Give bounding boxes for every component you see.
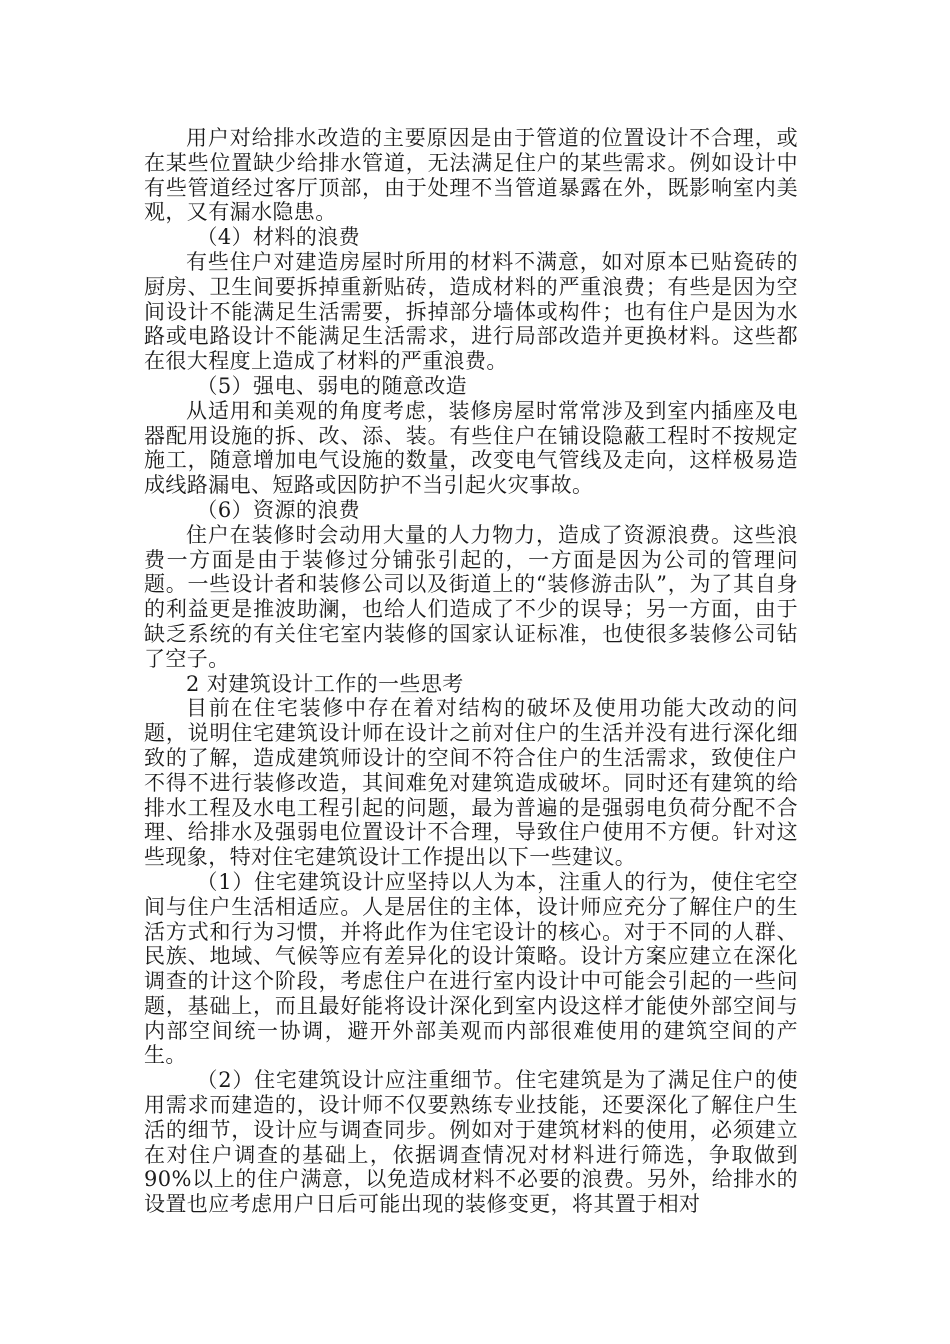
- paragraph-suggestion-2: （2）住宅建筑设计应注重细节。住宅建筑是为了满足住户的使用需求而建造的，设计师不仅要熟练专业技能，还要深化了解住户生活的细节，设计应与调查同步。例如对于建筑材料的使用，必须建立在对住户调查的基础上，依据调查情况对材料进行筛选，争取做到 90%以上的住户满意，以免造成材料不必要的浪费。另外，给排水的设置也应考虑用户日后可能出现的装修变更，将其置于相对: [144, 1068, 798, 1217]
- paragraph-electrical-modification: 从适用和美观的角度考虑，装修房屋时常常涉及到室内插座及电器配用设施的拆、改、添、装。有些住户在铺设隐蔽工程时不按规定施工，随意增加电气设施的数量，改变电气管线及走向，这样极易造成线路漏电、短路或因防护不当引起火灾事故。: [144, 398, 798, 498]
- heading-electrical-modification: （5）强电、弱电的随意改造: [196, 373, 468, 398]
- paragraph-material-waste: 有些住户对建造房屋时所用的材料不满意，如对原本已贴瓷砖的厨房、卫生间要拆掉重新贴砖，造成材料的严重浪费；有些是因为空间设计不能满足生活需要，拆掉部分墙体或构件；也有住户是因为水路或电路设计不能满足生活需求，进行局部改造并更换材料。这些都在很大程度上造成了材料的严重浪费。: [144, 249, 798, 374]
- paragraph-section-2-intro: 目前在住宅装修中存在着对结构的破坏及使用功能大改动的问题，说明住宅建筑设计师在设计之前对住户的生活并没有进行深化细致的了解，造成建筑师设计的空间不符合住户的生活需求，致使住户不得不进行装修改造，其间难免对建筑造成破坏。同时还有建筑的给排水工程及水电工程引起的问题，最为普遍的是强弱电负荷分配不合理、给排水及强弱电位置设计不合理，导致住户使用不方便。针对这些现象，特对住宅建筑设计工作提出以下一些建议。: [144, 696, 798, 870]
- paragraph-suggestion-1: （1）住宅建筑设计应坚持以人为本，注重人的行为，使住宅空间与住户生活相适应。人是居住的主体，设计师应充分了解住户的生活方式和行为习惯，并将此作为住宅设计的核心。对于不同的人群、民族、地域、气候等应有差异化的设计策略。设计方案应建立在深化调查的计这个阶段，考虑住户在进行室内设计中可能会引起的一些问题，基础上，而且最好能将设计深化到室内设这样才能使外部空间与内部空间统一协调，避开外部美观而内部很难使用的建筑空间的产生。: [144, 869, 798, 1068]
- document-page: [144, 126, 798, 1217]
- heading-resource-waste: （6）资源的浪费: [196, 497, 361, 522]
- paragraph-drainage-reason: 用户对给排水改造的主要原因是由于管道的位置设计不合理，或在某些位置缺少给排水管道，无法满足住户的某些需求。例如设计中有些管道经过客厅顶部，由于处理不当管道暴露在外，既影响室内美观，又有漏水隐患。: [144, 126, 798, 225]
- heading-section-2: 2 对建筑设计工作的一些思考: [186, 671, 464, 696]
- paragraph-resource-waste: 住户在装修时会动用大量的人力物力，造成了资源浪费。这些浪费一方面是由于装修过分铺张引起的，一方面是因为公司的管理问题。一些设计者和装修公司以及街道上的“装修游击队”，为了其自身的利益更是推波助澜，也给人们造成了不少的误导；另一方面，由于缺乏系统的有关住宅室内装修的国家认证标准，也使很多装修公司钻了空子。: [144, 522, 798, 671]
- heading-material-waste: （4）材料的浪费: [196, 225, 361, 250]
